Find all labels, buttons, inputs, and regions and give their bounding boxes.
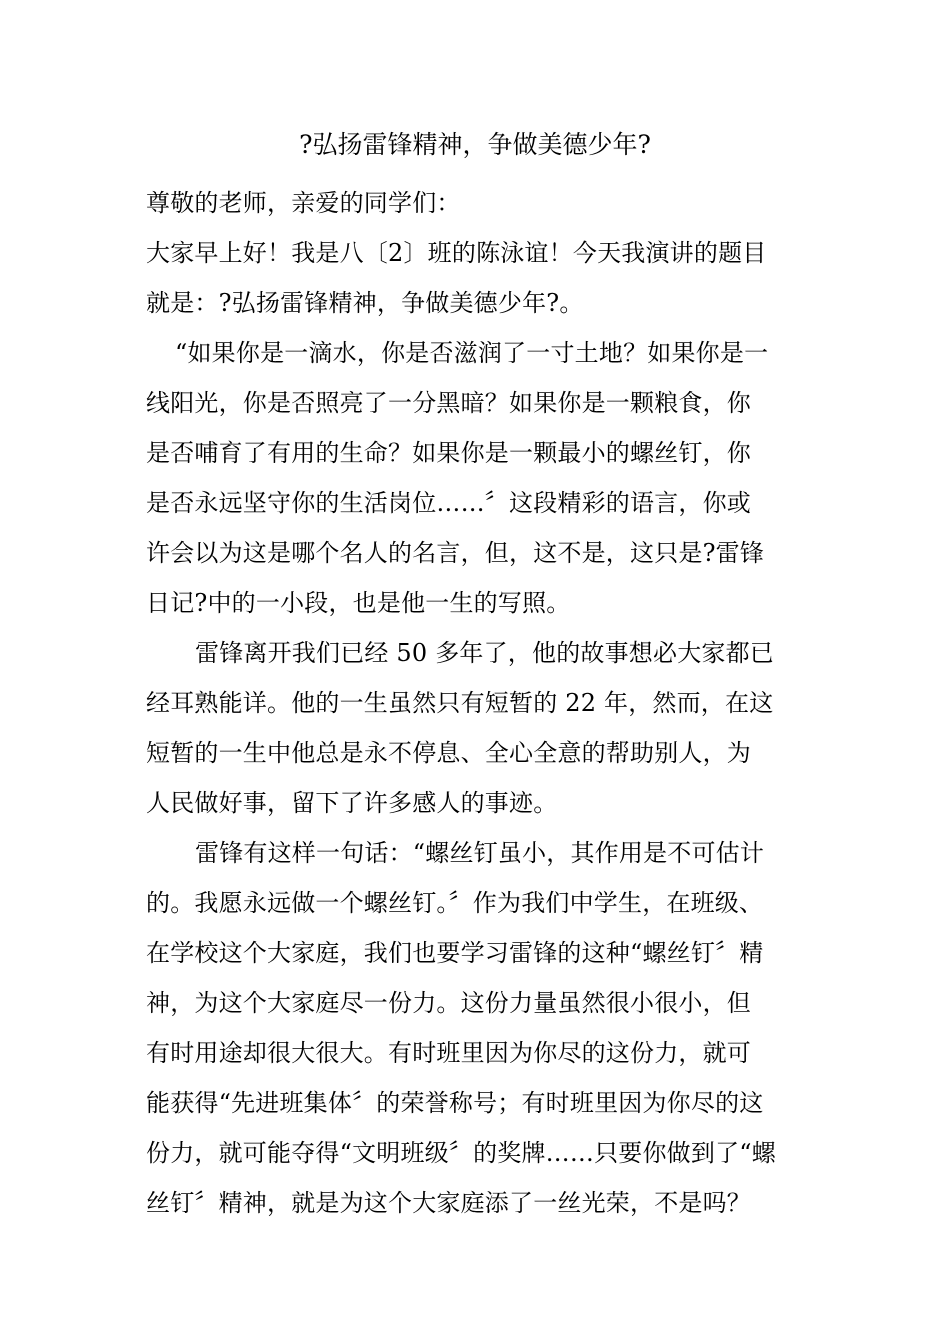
paragraph-line: 人民做好事，留下了许多感人的事迹。 xyxy=(146,789,558,817)
paragraph-line: 是否哺育了有用的生命？如果你是一颗最小的螺丝钉，你 xyxy=(146,439,751,467)
paragraph-line: 在学校这个大家庭，我们也要学习雷锋的这种“螺丝钉〞精 xyxy=(146,939,764,967)
document-title: ?弘扬雷锋精神，争做美德少年? xyxy=(299,130,651,159)
paragraph-line: 能获得“先进班集体〞的荣誉称号；有时班里因为你尽的这 xyxy=(146,1089,764,1117)
paragraph-line: 雷锋离开我们已经 50 多年了，他的故事想必大家都已 xyxy=(195,639,774,667)
paragraph-line: 短暂的一生中他总是永不停息、全心全意的帮助别人，为 xyxy=(146,739,751,767)
paragraph-line: 经耳熟能详。他的一生虽然只有短暂的 22 年，然而，在这 xyxy=(146,689,774,717)
paragraph-line: 线阳光，你是否照亮了一分黑暗？如果你是一颗粮食，你 xyxy=(146,389,751,417)
salutation-line: 尊敬的老师，亲爱的同学们： xyxy=(146,189,461,217)
paragraph-line: 许会以为这是哪个名人的名言，但，这不是，这只是?雷锋 xyxy=(146,539,765,567)
paragraph-line: 大家早上好！我是八〔2〕班的陈泳谊！今天我演讲的题目 xyxy=(146,239,767,267)
paragraph-line: 雷锋有这样一句话：“螺丝钉虽小，其作用是不可估计 xyxy=(195,839,765,867)
paragraph-line: 日记?中的一小段，也是他一生的写照。 xyxy=(146,589,571,617)
paragraph-line: 就是：?弘扬雷锋精神，争做美德少年?。 xyxy=(146,289,584,317)
paragraph-line: 神，为这个大家庭尽一份力。这份力量虽然很小很小，但 xyxy=(146,989,751,1017)
paragraph-line: 有时用途却很大很大。有时班里因为你尽的这份力，就可 xyxy=(146,1039,751,1067)
paragraph-line: 是否永远坚守你的生活岗位……〞这段精彩的语言，你或 xyxy=(146,489,751,517)
paragraph-line: 份力，就可能夺得“文明班级〞的奖牌……只要你做到了“螺 xyxy=(146,1139,776,1167)
paragraph-line: “如果你是一滴水，你是否滋润了一寸土地？如果你是一 xyxy=(175,339,769,367)
paragraph-line: 丝钉〞精神，就是为这个大家庭添了一丝光荣，不是吗？ xyxy=(146,1189,751,1217)
paragraph-line: 的。我愿永远做一个螺丝钉。〞作为我们中学生，在班级、 xyxy=(146,889,764,917)
